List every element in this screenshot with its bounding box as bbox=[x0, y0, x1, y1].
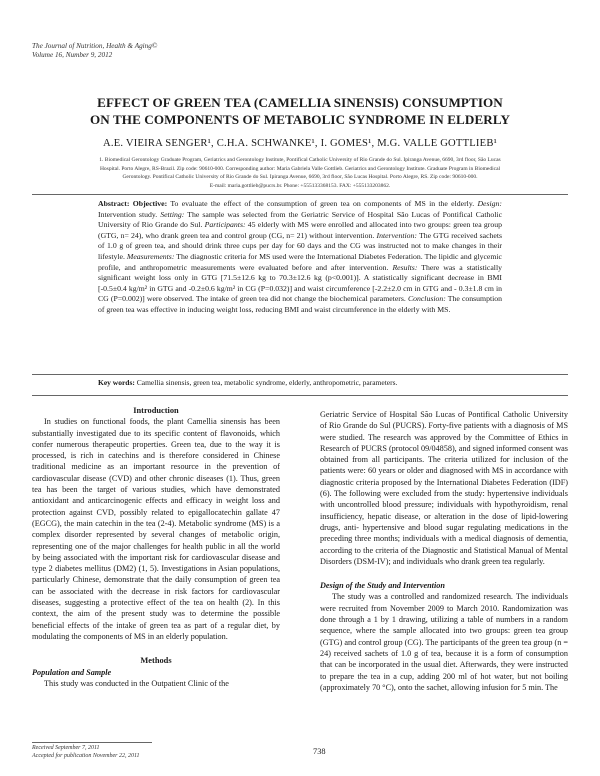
abstract-design: Intervention study. bbox=[98, 209, 158, 219]
keywords bbox=[98, 378, 502, 388]
population-paragraph: This study was conducted in the Outpatient Clinic of the bbox=[44, 678, 229, 688]
title-line: EFFECT OF GREEN TEA (CAMELLIA SINENSIS) CONSUMPTION bbox=[97, 95, 503, 110]
abstract-setting-label: Setting: bbox=[160, 209, 185, 219]
journal-name: The Journal of Nutrition, Health & Aging© bbox=[32, 42, 158, 50]
introduction-paragraph: In studies on functional foods, the plant Camellia sinensis has been substantially investigated due to its specific content of flavonoids, which confer numerous therapeutic properties. Green tea, due to the way it is processed, is rich in catechins and is therefore considered in Chinese traditional medicine as an important resource in the prevention of cardiovascular disease (CVD) and other chronic diseases (1). Thus, green tea has been the target of various studies, which have demonstrated antioxidant and anticarcinogenic effects and efficacy in weight loss and protection against CVD, possibly related to epigallocatechin gallate 47 (EGCG), the main catechin in the tea (2-4). Metabolic syndrome (MS) is a complex disorder represented by several changes of metabolic origin, representing one of the major challenges for health public in all the world by being associated with the important risk for cardiovascular disease and type 2 diabetes mellitus (DM2) (1, 5). Investigations in Asian populations, particularly Chinese, demonstrate that the daily consumption of green tea can be associated with the decrease in risk factors for cardiovascular diseases, suggesting a protective effect of the tea on health (2). In this context, the aim of the present study was to determine the possible beneficial effects of the intake of green tea as part of a regular diet, by modulating the components of MS in an elderly population. bbox=[32, 417, 280, 641]
journal-header bbox=[32, 42, 157, 59]
accepted-date: Accepted for publication November 22, 2011 bbox=[32, 752, 140, 759]
divider bbox=[32, 395, 568, 396]
abstract-setting: The sample was selected from the Geriatric Service of Hospital São Lucas of Pontifical Catholic University of Rio Grande do Sul. bbox=[98, 209, 503, 230]
title-line: ON THE COMPONENTS OF METABOLIC SYNDROME IN ELDERLY bbox=[89, 111, 511, 127]
abstract-objective: To evaluate the effect of the consumption of green tea on components of MS in the elderly. bbox=[167, 199, 475, 208]
design-paragraph: The study was a controlled and randomized research. The individuals were recruited from November 2009 to March 2010. Randomization was done through a 1 by 1 drawing, utilizing a table of numbers in a random sequence, where the sample allocated into two groups: green tea group (GTG) and control group (CG). The participants of the green tea group (n = 24) received sachets of 1.0 g of tea, because it is a form of consumption that can be incorporated in the usual diet. Afterwards, they were instructed to prepare the tea in a cup, adding 200 ml of hot water, but not boiling (approximately 70 °C), onto the sachet, allowing infusion for 5 min. The bbox=[320, 592, 568, 692]
right-column bbox=[320, 409, 568, 693]
author-list: A.E. VIEIRA SENGER¹, C.H.A. SCHWANKE¹, I. GOMES¹, M.G. VALLE GOTTLIEB¹ bbox=[103, 138, 497, 149]
section-heading-introduction: Introduction bbox=[133, 406, 179, 415]
abstract-participants-label: Participants: bbox=[204, 220, 246, 230]
journal-volume: Volume 16, Number 9, 2012 bbox=[32, 50, 113, 59]
article-title bbox=[30, 95, 570, 128]
subheading-population: Population and Sample bbox=[32, 667, 112, 677]
abstract-results: There was a statistically significant weight loss only in GTG [71.5±12.6 kg to 70.3±12.6 kg (p<0.001)]. A statistically significant decrease in BMI [-0.5±0.4 kg/m² in GTG and -0.2±0.6 kg/m² in CG (P=0.032)] and waist circumference [-2.2±2.0 cm in GTG and - 0.3±1.8 cm in CG (P=0.002)] were observed. The intake of green tea did not change the biochemical parameters. bbox=[98, 262, 502, 304]
abstract-measurements: The diagnostic criteria for MS used were the International Diabetes Federation. The lipidic and glycemic profile, and anthropometric measurements were evaluated before and after intervention. bbox=[98, 251, 502, 272]
affiliations bbox=[34, 156, 566, 191]
affiliation-line: E-mail: maria.gottlieb@pucrs.br. Phone: +555133368153. FAX: +555133203862. bbox=[209, 183, 391, 190]
abstract-results-label: Results: bbox=[392, 262, 418, 272]
abstract-intervention-label: Intervention: bbox=[376, 230, 417, 240]
left-column bbox=[32, 405, 280, 689]
abstract-design-label: Design: bbox=[477, 199, 502, 208]
received-date: Received September 7, 2011 bbox=[32, 745, 100, 751]
divider bbox=[32, 194, 568, 195]
abstract-conclusion: The consumption of green tea was effective in inducing weight loss, reducing BMI and waist circumference in the elderly with MS. bbox=[98, 294, 503, 314]
keywords-text: Camellia sinensis, green tea, metabolic syndrome, elderly, anthropometric, parameters. bbox=[134, 378, 398, 387]
affiliation-line: Hospital. Porto Alegre, RS-Brazil. Zip code: 90610-000. Corresponding author: Maria Gabriela Valle Gottlieb. Geriatrics and Gerontology Institute. Graduate Program in Biomedical bbox=[99, 165, 501, 172]
divider bbox=[32, 374, 568, 375]
abstract-conclusion-label: Conclusion: bbox=[407, 294, 446, 304]
page-number: 738 bbox=[313, 747, 326, 756]
affiliation-line: Gerontology. Pontifical Catholic University of Rio Grande do Sul. Ipiranga Avenue, 6690, 3rd floor, São Lucas Hospital. Porto Alegre, RS. Zip code: 90610-000. bbox=[122, 174, 478, 181]
subheading-design: Design of the Study and Intervention bbox=[320, 581, 445, 591]
continuation-paragraph: Geriatric Service of Hospital São Lucas of Pontifical Catholic University of Rio Grande do Sul (PUCRS). Forty-five patients with a diagnosis of MS were studied. The research was approved by the Committee of Ethics in Research of PUCRS (protocol 09/04858), and signed informed consent was obtained from all participants. The criteria utilized for inclusion of the patients were: 60 years or older and diagnosed with MS in accordance with diagnostic criteria proposed by the International Diabetes Federation (IDF) (6). The following were excluded from the study: hypertensive individuals with uncontrolled blood pressure; individuals with hypothyroidism, renal insufficiency, hepatic disease, or alteration in the dose of lipid-lowering drugs, anti- hypertensive and blood sugar regulating medications in the preceding three months; individuals with a medical diagnosis of dementia, according to the criteria of the Diagnostic and Statistical Manual of Mental Disorders (DSM-IV); and individuals who drank green tea regularly. bbox=[320, 410, 568, 566]
abstract-participants: 45 elderly with MS were enrolled and allocated into two groups: green tea group (GTG, n= 24), who drank green tea and control group (CG, n= 21) without intervention. bbox=[98, 220, 502, 240]
keywords-label: Key words: bbox=[98, 378, 135, 387]
section-heading-methods: Methods bbox=[140, 656, 172, 666]
abstract bbox=[98, 199, 502, 316]
abstract-intervention: The GTG received sachets of 1.0 g of green tea, and should drink three cups per day for 60 days and the CG was instructed not to make changes in their lifestyle. bbox=[98, 230, 502, 261]
footer-dates bbox=[32, 745, 140, 760]
affiliation-line: 1. Biomedical Gerontology Graduate Program, Geriatrics and Gerontology Institute, Pontifical Catholic University of Rio Grande do Sul. Ipiranga Avenue, 6690, 3rd floor, São Lucas bbox=[99, 157, 501, 163]
abstract-objective-label: Abstract: Objective: bbox=[98, 199, 168, 208]
abstract-measurements-label: Measurements: bbox=[126, 251, 175, 261]
footer-divider bbox=[32, 742, 152, 743]
